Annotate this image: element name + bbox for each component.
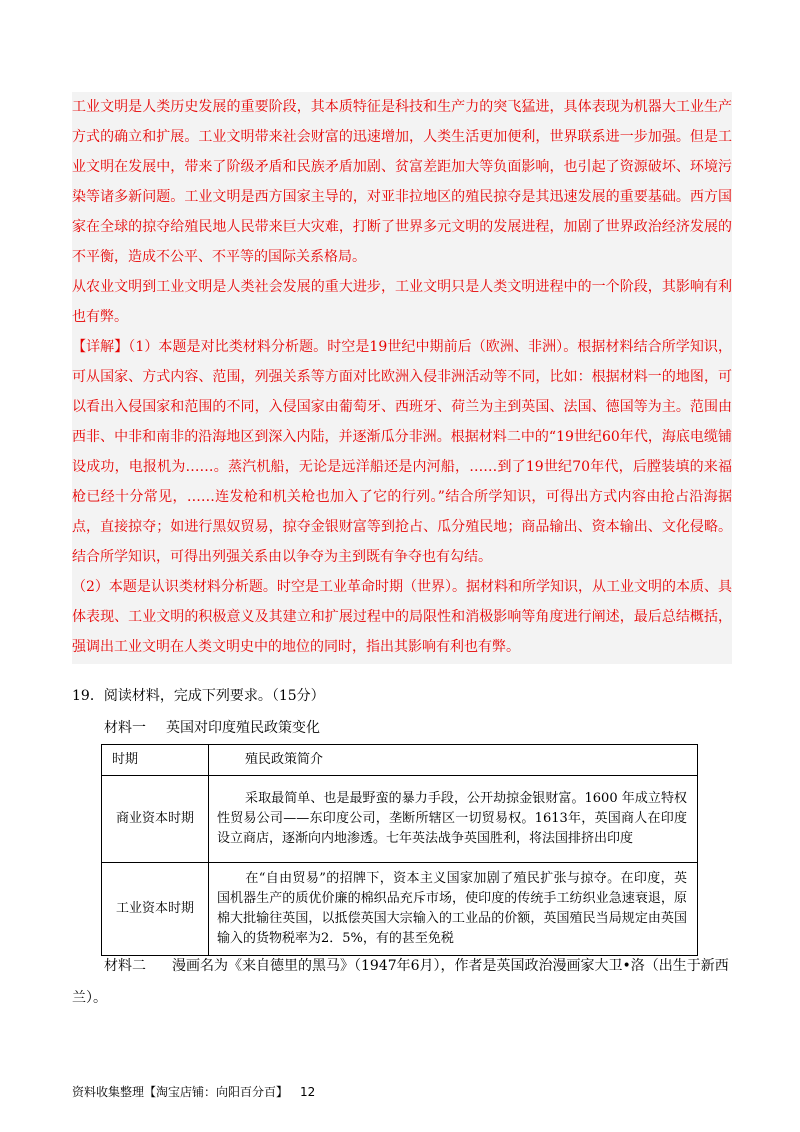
table-header-period: 时期 [102, 745, 209, 776]
table-header-desc: 殖民政策简介 [209, 745, 698, 776]
material1-label: 材料一 [104, 720, 146, 736]
answer-paragraph-3: 【详解】（1）本题是对比类材料分析题。时空是19世纪中期前后（欧洲、非洲）。根据材料结合所学知识，可从国家、方式内容、范围，列强关系等方面对比欧洲入侵非洲活动等不同，比如：根据材料一的地图，可以看出入侵国家和范围的不同，入侵国家由葡萄牙、西班牙、荷兰为主到英国、法国、德国等为主。范围由西非、中非和南非的沿海地区到深入内陆，并逐渐瓜分非洲。根据材料二中的“19世纪60年代，海底电缆铺设成功，电报机为……。蒸汽机船，无论是远洋船还是内河船，……到了19世纪70年代，后膛装填的来福枪已经十分常见，……连发枪和机关枪也加入了它的行列。”结合所学知识，可得出方式内容由抢占沿海据点，直接掠夺；如进行黑奴贸易，掠夺金银财富等到抢占、瓜分殖民地；商品输出、资本输出、文化侵略。结合所学知识，可得出列强关系由以争夺为主到既有争夺也有勾结。 [72, 339, 732, 565]
table-header-row [102, 745, 698, 776]
material2-paragraph [72, 950, 732, 1014]
table-row [102, 776, 698, 863]
table-cell-desc: 采取最简单、也是最野蛮的暴力手段，公开劫掠金银财富。1600 年成立特权性贸易公司——东印度公司，垄断所辖区一切贸易权。1613年，英国商人在印度设立商店，逐渐向内地渗透。七年英法战争英国胜利，将法国排挤出印度 [209, 776, 698, 863]
table-cell-period: 工业资本时期 [102, 863, 209, 956]
page-footer [72, 1083, 315, 1101]
answer-paragraph-4: （2）本题是认识类材料分析题。时空是工业革命时期（世界）。据材料和所学知识，从工业文明的本质、具体表现、工业文明的积极意义及其建立和扩展过程中的局限性和消极影响等角度进行阐述，最后总结概括，强调出工业文明在人类文明史中的地位的同时，指出其影响有利也有弊。 [72, 579, 732, 655]
answer-paragraph-1: 工业文明是人类历史发展的重要阶段，其本质特征是科技和生产力的突飞猛进，具体表现为机器大工业生产方式的确立和扩展。工业文明带来社会财富的迅速增加，人类生活更加便利，世界联系进一步加强。但是工业文明在发展中，带来了阶级矛盾和民族矛盾加剧、贫富差距加大等负面影响，也引起了资源破坏、环境污染等诸多新问题。工业文明是西方国家主导的，对亚非拉地区的殖民掠夺是其迅速发展的重要基础。西方国家在全球的掠夺给殖民地人民带来巨大灾难，打断了世界多元文明的发展进程，加剧了世界政治经济发展的不平衡，造成不公平、不平等的国际关系格局。 [72, 99, 732, 265]
footer-source-text: 资料收集整理【淘宝店铺：向阳百分百】 [72, 1085, 289, 1099]
material1-heading [104, 715, 320, 741]
material2-text: 漫画名为《来自德里的黑马》（1947年6月），作者是英国政治漫画家大卫•洛（出生于新西兰）。 [72, 958, 729, 1006]
answer-paragraph-2: 从农业文明到工业文明是人类社会发展的重大进步，工业文明只是人类文明进程中的一个阶段，其影响有利也有弊。 [72, 279, 732, 325]
page-number: 12 [300, 1085, 316, 1099]
answer-explanation-block [72, 92, 732, 664]
colonial-policy-table [101, 744, 698, 956]
table-cell-desc: 在“自由贸易”的招牌下，资本主义国家加剧了殖民扩张与掠夺。在印度，英国机器生产的质优价廉的棉织品充斥市场，使印度的传统手工纺织业急速衰退，原棉大批输往英国，以抵偿英国大宗输入的工业品的价额，英国殖民当局规定由英国输入的货物税率为2．5%，有的甚至免税 [209, 863, 698, 956]
material2-label: 材料二 [104, 958, 146, 974]
material1-title: 英国对印度殖民政策变化 [166, 720, 320, 736]
question-19-title: 19．阅读材料，完成下列要求。（15分） [72, 688, 325, 704]
table-cell-period: 商业资本时期 [102, 776, 209, 863]
table-row [102, 863, 698, 956]
